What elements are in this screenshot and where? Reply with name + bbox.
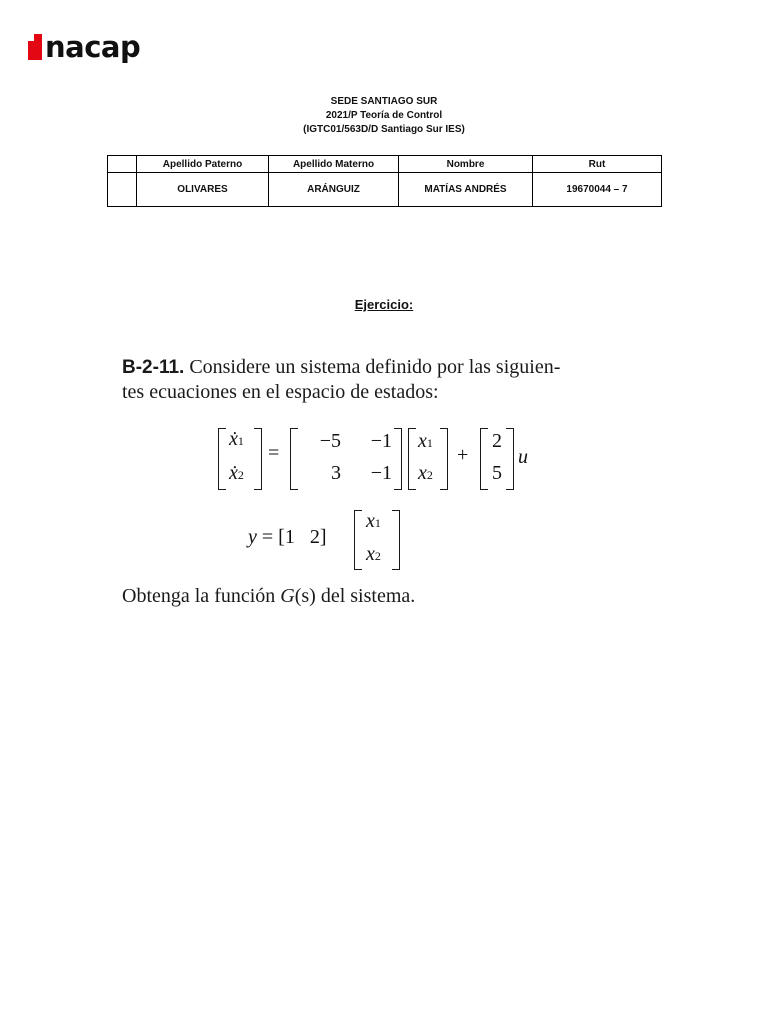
problem-statement [122, 355, 642, 405]
table-cell: OLIVARES [137, 173, 269, 207]
table-blank-cell [108, 173, 137, 207]
lhs-bracket-left [218, 428, 226, 490]
logo-mark-icon [28, 34, 42, 60]
matrix-a-11: −5 [319, 430, 341, 452]
problem-number: B-2-11. [122, 357, 185, 378]
lhs-x1: ẋ1 [229, 428, 244, 450]
input-u: u [518, 446, 528, 468]
table-header-cell: Nombre [399, 156, 533, 173]
table-cell: MATÍAS ANDRÉS [399, 173, 533, 207]
x1: x1 [418, 430, 433, 452]
b2: 5 [492, 462, 502, 484]
logo-text: nacap [45, 29, 141, 64]
equals-sign: = [268, 442, 280, 464]
matrix-a-22: −1 [370, 462, 392, 484]
x-bracket-left [408, 428, 416, 490]
matrix-a-12: −1 [370, 430, 392, 452]
output-y: y = [1 2] [248, 526, 327, 548]
table-cell: ARÁNGUIZ [269, 173, 399, 207]
y-x1: x1 [366, 510, 381, 532]
lhs-bracket-right [254, 428, 262, 490]
b-bracket-left [480, 428, 488, 490]
inacap-logo [28, 30, 140, 64]
matrix-a-21: 3 [331, 462, 341, 484]
table-row [108, 173, 662, 207]
section-title: Ejercicio: [354, 297, 414, 312]
header-campus: SEDE SANTIAGO SUR [330, 96, 438, 107]
problem-line-1 [122, 355, 642, 380]
b1: 2 [492, 430, 502, 452]
student-info-table [107, 155, 662, 207]
header-course: 2021/P Teoría de Control [325, 110, 443, 121]
table-cell: 19670044 – 7 [533, 173, 662, 207]
b-bracket-right [506, 428, 514, 490]
lhs-x2: ẋ2 [229, 462, 244, 484]
problem-question: Obtenga la función G(s) del sistema. [122, 585, 416, 607]
table-header-cell: Rut [533, 156, 662, 173]
y-x2: x2 [366, 543, 381, 565]
y-x-bracket-left [354, 510, 362, 570]
table-header-cell: Apellido Materno [269, 156, 399, 173]
x-bracket-right [440, 428, 448, 490]
x2: x2 [418, 462, 433, 484]
matrix-a-bracket-left [290, 428, 298, 490]
header-section: (IGTC01/563D/D Santiago Sur IES) [303, 124, 465, 135]
problem-text-1: Considere un sistema definido por las siguien- [189, 356, 561, 378]
plus-sign: + [457, 444, 469, 466]
y-x-bracket-right [392, 510, 400, 570]
matrix-a-bracket-right [394, 428, 402, 490]
table-blank-header [108, 156, 137, 173]
problem-text-2: tes ecuaciones en el espacio de estados: [122, 381, 439, 403]
table-header-row [108, 156, 662, 173]
table-header-cell: Apellido Paterno [137, 156, 269, 173]
document-header [0, 95, 768, 137]
